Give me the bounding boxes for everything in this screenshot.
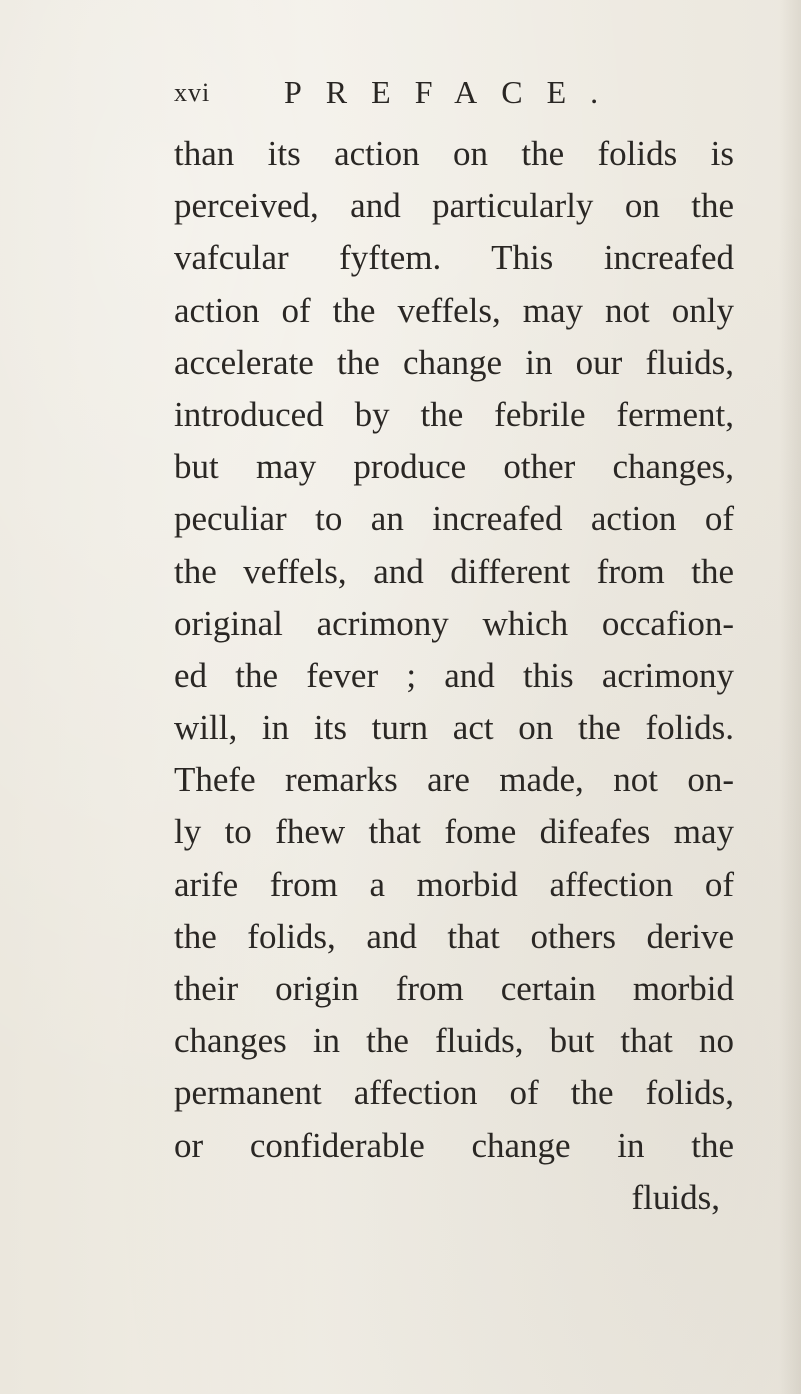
text-line: peculiar to an increafed action of (174, 499, 734, 539)
running-title: PREFACE. (284, 74, 623, 110)
catchword: fluids, (631, 1177, 720, 1217)
running-head (174, 74, 634, 114)
text-line: ly to fhew that fome difeafes may (174, 812, 734, 852)
text-line: accelerate the change in our fluids, (174, 342, 734, 382)
page-number: xvi (174, 78, 211, 107)
text-line: their origin from certain morbid (174, 969, 734, 1008)
text-line: or confiderable change in the (174, 1125, 734, 1165)
text-line: will, in its turn act on the folids. (174, 708, 734, 748)
page-edge-shadow (779, 0, 801, 1394)
text-line: action of the veffels, may not only (174, 290, 734, 330)
text-line: ed the fever ; and this acrimony (174, 655, 734, 695)
text-line: perceived, and particularly on the (174, 186, 734, 226)
text-line: than its action on the folids is (174, 134, 734, 173)
text-line: original acrimony which occafion- (174, 603, 734, 643)
text-line: permanent affection of the folids, (174, 1073, 734, 1113)
text-line: the folids, and that others derive (174, 916, 734, 956)
body-text (174, 128, 734, 1224)
text-line: changes in the fluids, but that no (174, 1021, 734, 1061)
text-line: arife from a morbid affection of (174, 864, 734, 904)
text-line: but may produce other changes, (174, 447, 734, 487)
text-line: the veffels, and different from the (174, 551, 734, 591)
text-line: vafcular fyftem. This increafed (174, 238, 734, 278)
text-line: introduced by the febrile ferment, (174, 394, 734, 434)
text-line: Thefe remarks are made, not on- (174, 760, 734, 800)
